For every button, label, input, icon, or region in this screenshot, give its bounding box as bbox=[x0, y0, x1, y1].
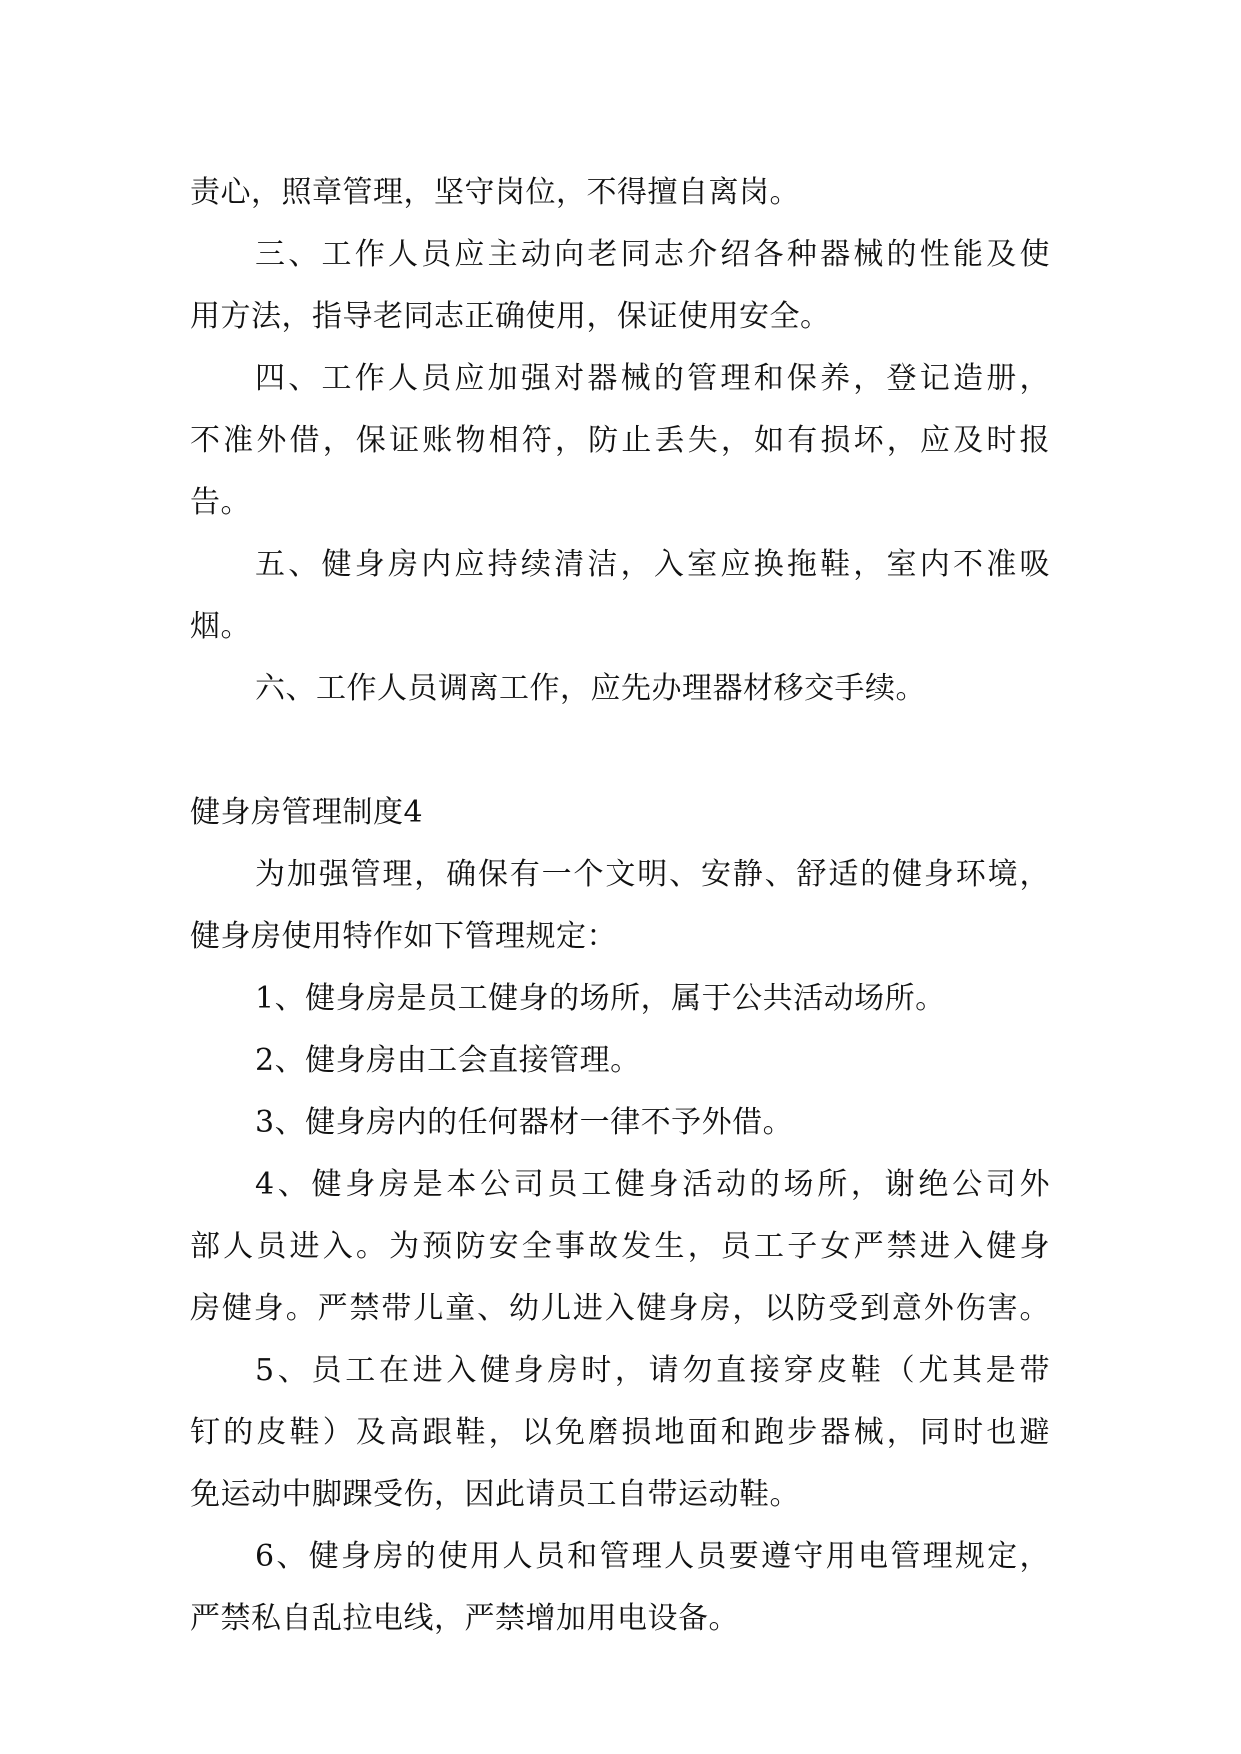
list-item: 1、健身房是员工健身的场所，属于公共活动场所。 bbox=[255, 981, 946, 1016]
text-line: 严禁私自乱拉电线，严禁增加用电设备。 bbox=[190, 1601, 739, 1636]
text-line: 烟。 bbox=[190, 609, 251, 644]
paragraph-line: 六、工作人员调离工作，应先办理器材移交手续。 bbox=[255, 671, 926, 706]
text-line: 部人员进入。为预防安全事故发生，员工子女严禁进入健身 bbox=[190, 1229, 1050, 1264]
paragraph-line: 为加强管理，确保有一个文明、安静、舒适的健身环境， bbox=[255, 857, 1050, 892]
text-line: 钉的皮鞋）及高跟鞋，以免磨损地面和跑步器械，同时也避 bbox=[190, 1415, 1050, 1450]
paragraph-line: 四、工作人员应加强对器械的管理和保养，登记造册， bbox=[255, 361, 1050, 396]
list-item: 6、健身房的使用人员和管理人员要遵守用电管理规定， bbox=[255, 1539, 1050, 1574]
text-line: 免运动中脚踝受伤，因此请员工自带运动鞋。 bbox=[190, 1477, 800, 1512]
section-heading: 健身房管理制度4 bbox=[190, 795, 424, 830]
list-item: 3、健身房内的任何器材一律不予外借。 bbox=[255, 1105, 794, 1140]
paragraph-line: 三、工作人员应主动向老同志介绍各种器械的性能及使 bbox=[255, 237, 1050, 272]
text-line: 用方法，指导老同志正确使用，保证使用安全。 bbox=[190, 299, 831, 334]
text-line: 健身房使用特作如下管理规定： bbox=[190, 919, 617, 954]
text-line: 告。 bbox=[190, 485, 251, 520]
paragraph-line: 五、健身房内应持续清洁，入室应换拖鞋，室内不准吸 bbox=[255, 547, 1050, 582]
list-item: 5、员工在进入健身房时，请勿直接穿皮鞋（尤其是带 bbox=[255, 1353, 1050, 1388]
text-line: 不准外借，保证账物相符，防止丢失，如有损坏，应及时报 bbox=[190, 423, 1050, 458]
text-line: 责心，照章管理，坚守岗位，不得擅自离岗。 bbox=[190, 175, 800, 210]
text-line: 房健身。严禁带儿童、幼儿进入健身房，以防受到意外伤害。 bbox=[190, 1291, 1050, 1326]
list-item: 4、健身房是本公司员工健身活动的场所，谢绝公司外 bbox=[255, 1167, 1050, 1202]
section-gap bbox=[190, 720, 1050, 782]
list-item: 2、健身房由工会直接管理。 bbox=[255, 1043, 641, 1078]
document-body bbox=[190, 162, 1050, 1650]
